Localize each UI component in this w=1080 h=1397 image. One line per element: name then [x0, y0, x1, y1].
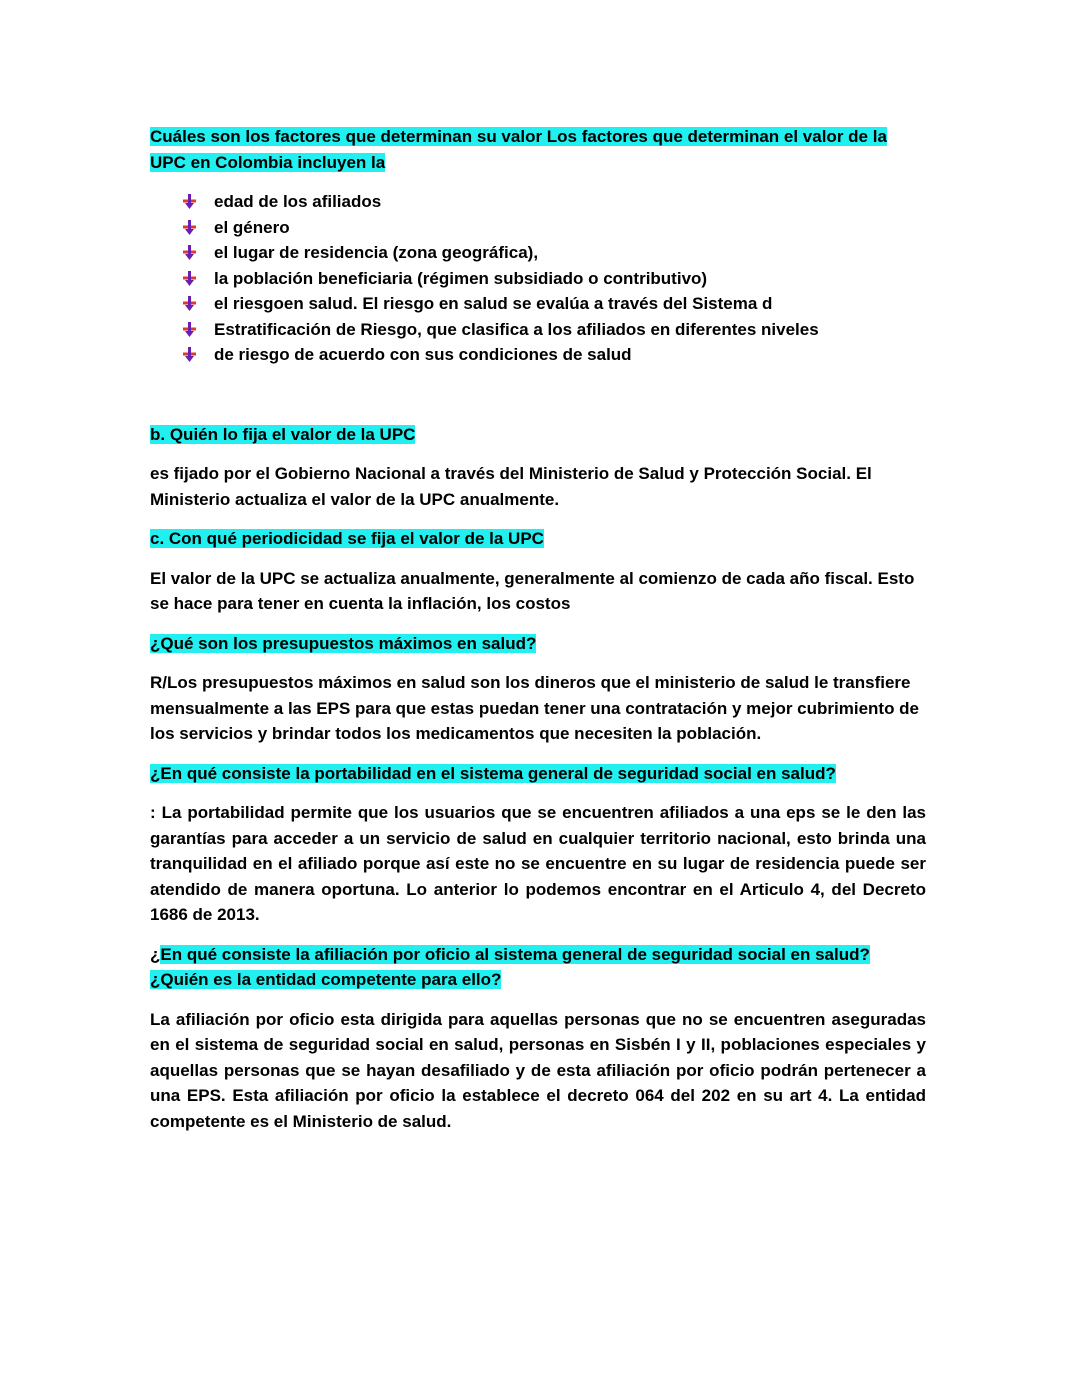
- arrow-bullet-icon: [182, 322, 197, 337]
- list-item: [150, 291, 926, 317]
- list-item-text: Estratificación de Riesgo, que clasifica a los afiliados en diferentes niveles: [214, 319, 819, 339]
- list-item-text: el riesgoen salud. El riesgo en salud se evalúa a través del Sistema d: [214, 294, 773, 313]
- list-item: [150, 215, 926, 241]
- list-item: [150, 189, 926, 215]
- section-c-heading: [150, 526, 926, 552]
- arrow-bullet-icon: [182, 347, 197, 362]
- heading-text: c. Con qué periodicidad se fija el valor de la UPC: [150, 529, 544, 548]
- heading-prefix: ¿: [150, 944, 161, 964]
- list-item-text: de riesgo de acuerdo con sus condiciones de salud: [214, 345, 632, 364]
- list-item: [150, 266, 926, 292]
- arrow-bullet-icon: [182, 245, 197, 260]
- afiliacion-heading: [150, 942, 926, 993]
- arrow-bullet-icon: [182, 271, 197, 286]
- list-item-text: el lugar de residencia (zona geográfica),: [214, 243, 539, 262]
- arrow-bullet-icon: [182, 220, 197, 235]
- list-item: [150, 317, 926, 343]
- list-item: [150, 240, 926, 266]
- heading-text: En qué consiste la afiliación por oficio al sistema general de seguridad social en salud? ¿Quién es la entidad competente para ello?: [150, 944, 870, 989]
- section-b-body: es fijado por el Gobierno Nacional a través del Ministerio de Salud y Protección Social. El Ministerio actualiza el valor de la UPC anualmente.: [150, 464, 872, 509]
- presupuestos-body: R/Los presupuestos máximos en salud son los dineros que el ministerio de salud le transfiere mensualmente a las EPS para que estas puedan tener una contratación y mejor cubrimiento de los servicios y brindar todos los medicamentos que necesiten la población.: [150, 673, 920, 743]
- afiliacion-body: La afiliación por oficio esta dirigida para aquellas personas que no se encuentren aseguradas en el sistema de seguridad social en salud, personas en Sisbén I y II, poblaciones especiales y aquellas personas que se hayan desafiliado y de esta afiliación por oficio podrán pertenecer a una EPS. Esta afiliación por oficio la establece el decreto 064 del 202 en su art 4. La entidad competente es el Ministerio de salud.: [150, 1009, 926, 1131]
- factors-list: [150, 189, 926, 368]
- list-item: [150, 342, 926, 368]
- section-c-body: El valor de la UPC se actualiza anualmente, generalmente al comienzo de cada año fiscal. Esto se hace para tener en cuenta la inflación, los costos: [150, 568, 915, 613]
- heading-text: ¿En qué consiste la portabilidad en el sistema general de seguridad social en salud?: [150, 763, 836, 783]
- heading-text: b. Quién lo fija el valor de la UPC: [150, 424, 416, 444]
- list-item-text: edad de los afiliados: [214, 192, 382, 211]
- intro-question-text: Cuáles son los factores que determinan su valor Los factores que determinan el valor de la UPC en Colombia incluyen la: [150, 127, 887, 172]
- portabilidad-heading: [150, 761, 926, 787]
- arrow-bullet-icon: [182, 194, 197, 209]
- document-page: [150, 124, 926, 1134]
- list-item-text: la población beneficiaria (régimen subsidiado o contributivo): [214, 268, 708, 288]
- spacer: [150, 368, 926, 422]
- intro-question: [150, 124, 926, 175]
- arrow-bullet-icon: [182, 296, 197, 311]
- portabilidad-body: : La portabilidad permite que los usuarios que se encuentren afiliados a una eps se le den las garantías para acceder a un servicio de salud en cualquier territorio nacional, esto brinda una tranquilidad en el afiliado porque así este no se encuentre en su lugar de residencia puede ser atendido de manera oportuna. Lo anterior lo podemos encontrar en el Articulo 4, del Decreto 1686 de 2013.: [150, 803, 926, 924]
- section-b-heading: [150, 422, 926, 448]
- heading-text: ¿Qué son los presupuestos máximos en salud?: [150, 633, 537, 653]
- presupuestos-heading: [150, 631, 926, 657]
- list-item-text: el género: [214, 217, 290, 237]
